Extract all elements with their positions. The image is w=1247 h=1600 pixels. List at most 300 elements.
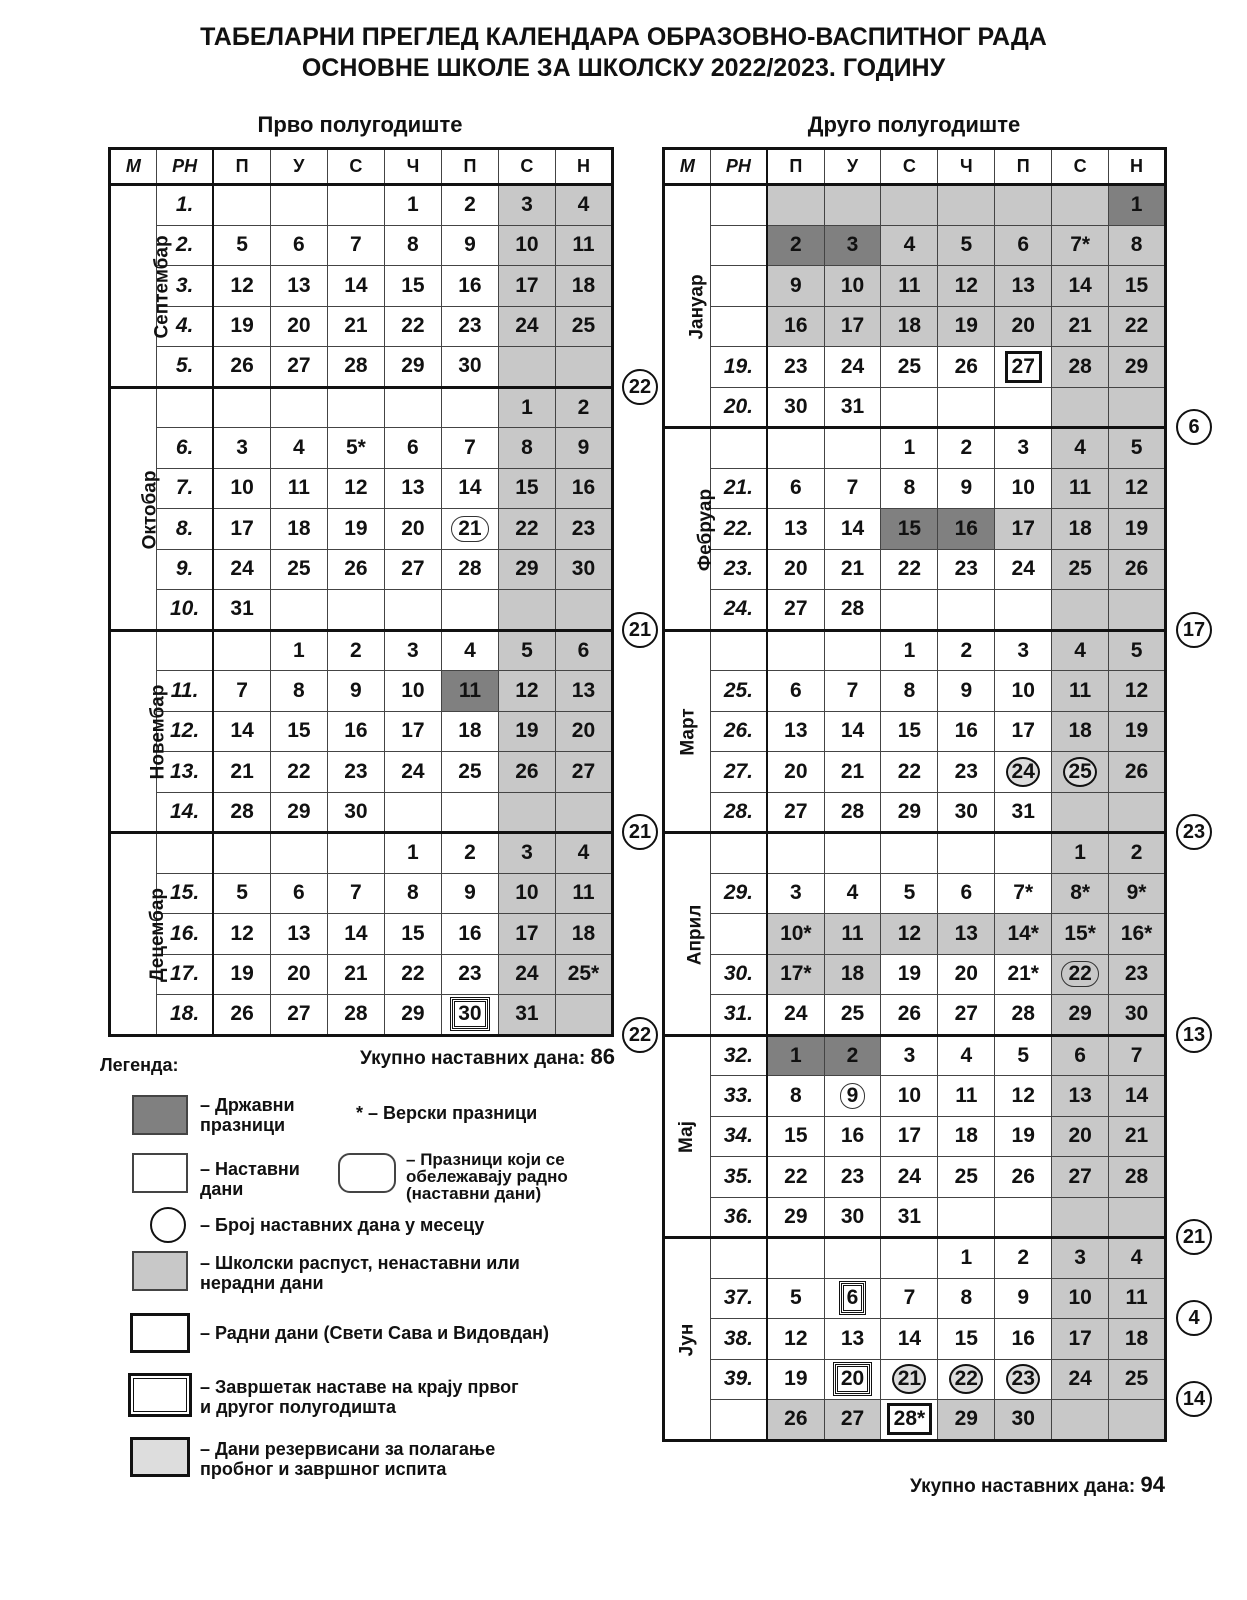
- day-cell: 20: [824, 1359, 881, 1400]
- day-cell: [441, 792, 498, 833]
- day-cell: 19: [767, 1359, 824, 1400]
- legend-state-holidays: – Државни празници: [200, 1095, 295, 1135]
- week-row: [664, 833, 1166, 874]
- week-number: 17.: [156, 954, 213, 995]
- week-row: [110, 914, 613, 955]
- day-cell: [1052, 1400, 1109, 1441]
- week-row: [664, 1359, 1166, 1400]
- day-cell: 10: [824, 266, 881, 307]
- day-cell: 24: [498, 306, 555, 347]
- day-cell: 12: [213, 266, 270, 307]
- day-cell: [938, 833, 995, 874]
- day-cell: 7: [824, 671, 881, 712]
- day-cell: 8: [384, 873, 441, 914]
- day-cell: [767, 630, 824, 671]
- day-cell: 19: [1109, 509, 1166, 550]
- week-number: [710, 833, 767, 874]
- week-row: [664, 1319, 1166, 1360]
- month-count-circle: 6: [1176, 409, 1212, 445]
- day-cell: [498, 792, 555, 833]
- month-count-circle: 13: [1176, 1017, 1212, 1053]
- day-cell: 6: [767, 468, 824, 509]
- day-cell: 24: [995, 549, 1052, 590]
- day-cell: 7: [824, 468, 881, 509]
- day-cell: 6: [938, 873, 995, 914]
- day-cell: 23: [938, 549, 995, 590]
- day-cell: 3: [881, 1035, 938, 1076]
- day-cell: 14: [327, 914, 384, 955]
- day-cell: 28: [213, 792, 270, 833]
- col-header: Ч: [938, 149, 995, 185]
- col-header: П: [213, 149, 270, 185]
- week-number: [710, 225, 767, 266]
- day-cell: 13: [767, 509, 824, 550]
- day-cell: 29: [881, 792, 938, 833]
- week-number: 7.: [156, 468, 213, 509]
- legend-title: Легенда:: [100, 1055, 179, 1075]
- legend-working-days: – Радни дани (Свети Сава и Видовдан): [200, 1323, 549, 1343]
- day-cell: 2: [938, 428, 995, 469]
- month-label: Октобар: [110, 387, 157, 630]
- legend-swatch-end-term: [130, 1375, 190, 1415]
- second-semester-title: Друго полугодиште: [807, 112, 1021, 137]
- col-header: П: [441, 149, 498, 185]
- day-cell: 7: [213, 671, 270, 712]
- day-cell: 8: [938, 1278, 995, 1319]
- day-cell: 22: [767, 1157, 824, 1198]
- week-row: [110, 752, 613, 793]
- week-row: [664, 630, 1166, 671]
- legend-swatch-exam: [130, 1437, 190, 1477]
- day-cell: 26: [995, 1157, 1052, 1198]
- day-cell: 24: [995, 752, 1052, 793]
- day-cell: [441, 590, 498, 631]
- day-cell: 27: [824, 1400, 881, 1441]
- day-cell: 5: [498, 630, 555, 671]
- day-cell: 4: [441, 630, 498, 671]
- second-semester-total: Укупно наставних дана: 94: [910, 1472, 1165, 1497]
- legend-teaching-days: – Наставни дани: [200, 1159, 300, 1199]
- day-cell: 23: [824, 1157, 881, 1198]
- week-number: 32.: [710, 1035, 767, 1076]
- week-number: [710, 306, 767, 347]
- day-cell: 11: [1052, 468, 1109, 509]
- week-row: [664, 1197, 1166, 1238]
- day-cell: 30: [938, 792, 995, 833]
- day-cell: 8: [881, 468, 938, 509]
- day-cell: 28*: [881, 1400, 938, 1441]
- day-cell: 10: [498, 873, 555, 914]
- day-cell: 23: [441, 306, 498, 347]
- day-cell: 1: [498, 387, 555, 428]
- day-cell: [498, 590, 555, 631]
- day-cell: 12: [995, 1076, 1052, 1117]
- day-cell: 9: [555, 428, 612, 469]
- month-count-circle: 21: [622, 814, 658, 850]
- week-number: 15.: [156, 873, 213, 914]
- day-cell: 13: [384, 468, 441, 509]
- day-cell: 3: [213, 428, 270, 469]
- day-cell: 10: [384, 671, 441, 712]
- day-cell: [767, 185, 824, 226]
- day-cell: 8: [1109, 225, 1166, 266]
- day-cell: 1: [270, 630, 327, 671]
- day-cell: [995, 1197, 1052, 1238]
- day-cell: 15: [384, 266, 441, 307]
- day-cell: 17: [498, 914, 555, 955]
- week-number: [156, 387, 213, 428]
- day-cell: [270, 590, 327, 631]
- day-cell: [995, 590, 1052, 631]
- day-cell: 18: [881, 306, 938, 347]
- first-semester-total: Укупно наставних дана: 86: [360, 1044, 615, 1069]
- day-cell: [270, 185, 327, 226]
- week-row: [664, 1157, 1166, 1198]
- day-cell: 30: [767, 387, 824, 428]
- day-cell: 5: [767, 1278, 824, 1319]
- week-row: [664, 1076, 1166, 1117]
- day-cell: 14*: [995, 914, 1052, 955]
- day-cell: 27: [995, 347, 1052, 388]
- week-number: 1.: [156, 185, 213, 226]
- week-number: 22.: [710, 509, 767, 550]
- day-cell: 25: [938, 1157, 995, 1198]
- day-cell: 30: [1109, 995, 1166, 1036]
- day-cell: [327, 185, 384, 226]
- day-cell: [1109, 792, 1166, 833]
- day-cell: 19: [327, 509, 384, 550]
- week-row: [110, 387, 613, 428]
- day-cell: 13: [270, 266, 327, 307]
- day-cell: 28: [327, 347, 384, 388]
- day-cell: 28: [327, 995, 384, 1036]
- day-cell: 3: [995, 428, 1052, 469]
- week-number: 18.: [156, 995, 213, 1036]
- day-cell: 22: [1052, 954, 1109, 995]
- week-number: 9.: [156, 549, 213, 590]
- month-label: Новембар: [110, 630, 157, 833]
- col-header: Н: [1109, 149, 1166, 185]
- day-cell: 26: [1109, 752, 1166, 793]
- week-row: [110, 995, 613, 1036]
- day-cell: 8: [384, 225, 441, 266]
- week-row: [664, 1035, 1166, 1076]
- day-cell: 5: [1109, 428, 1166, 469]
- week-row: [664, 1116, 1166, 1157]
- day-cell: 28: [824, 792, 881, 833]
- day-cell: 9: [938, 671, 995, 712]
- day-cell: [767, 428, 824, 469]
- day-cell: 23: [327, 752, 384, 793]
- first-semester-title: Прво полугодиште: [257, 112, 463, 137]
- day-cell: [995, 833, 1052, 874]
- day-cell: 2: [441, 833, 498, 874]
- week-number: 13.: [156, 752, 213, 793]
- day-cell: 28: [441, 549, 498, 590]
- day-cell: 25*: [555, 954, 612, 995]
- day-cell: 1: [881, 428, 938, 469]
- day-cell: [327, 590, 384, 631]
- day-cell: 12: [498, 671, 555, 712]
- day-cell: 3: [498, 185, 555, 226]
- day-cell: 25: [1109, 1359, 1166, 1400]
- day-cell: 16: [767, 306, 824, 347]
- week-number: [710, 630, 767, 671]
- day-cell: 5: [213, 873, 270, 914]
- col-header: РН: [156, 149, 213, 185]
- day-cell: 9: [441, 873, 498, 914]
- day-cell: 13: [270, 914, 327, 955]
- day-cell: 13: [995, 266, 1052, 307]
- legend-marked-holidays: – Празници који се обележавају радно (наставни дани): [406, 1150, 568, 1203]
- day-cell: 30: [441, 995, 498, 1036]
- week-number: 30.: [710, 954, 767, 995]
- week-number: 20.: [710, 387, 767, 428]
- week-number: [710, 428, 767, 469]
- day-cell: [938, 590, 995, 631]
- day-cell: [881, 590, 938, 631]
- day-cell: 25: [270, 549, 327, 590]
- day-cell: 5: [881, 873, 938, 914]
- week-row: [664, 954, 1166, 995]
- day-cell: 24: [881, 1157, 938, 1198]
- legend-end-term: – Завршетак наставе на крају првог и другог полугодишта: [200, 1377, 519, 1417]
- day-cell: 29: [938, 1400, 995, 1441]
- day-cell: 13: [555, 671, 612, 712]
- day-cell: 12: [767, 1319, 824, 1360]
- week-row: [110, 792, 613, 833]
- week-row: [664, 306, 1166, 347]
- day-cell: [824, 1238, 881, 1279]
- week-number: 29.: [710, 873, 767, 914]
- day-cell: 7: [441, 428, 498, 469]
- col-header: С: [1052, 149, 1109, 185]
- day-cell: 10: [213, 468, 270, 509]
- week-row: [110, 428, 613, 469]
- day-cell: 14: [1109, 1076, 1166, 1117]
- week-row: [110, 590, 613, 631]
- week-row: [664, 387, 1166, 428]
- day-cell: 23: [767, 347, 824, 388]
- legend-exam-days: – Дани резервисани за полагање пробног и завршног испита: [200, 1439, 496, 1479]
- day-cell: [213, 387, 270, 428]
- day-cell: 17: [824, 306, 881, 347]
- day-cell: 19: [995, 1116, 1052, 1157]
- day-cell: [441, 387, 498, 428]
- week-number: 11.: [156, 671, 213, 712]
- week-number: 10.: [156, 590, 213, 631]
- day-cell: 6: [384, 428, 441, 469]
- day-cell: 20: [995, 306, 1052, 347]
- day-cell: 19: [498, 711, 555, 752]
- col-header: С: [498, 149, 555, 185]
- second-semester-table: [662, 147, 1167, 1442]
- col-header: Н: [555, 149, 612, 185]
- day-cell: 30: [327, 792, 384, 833]
- day-cell: 30: [995, 1400, 1052, 1441]
- day-cell: 17: [498, 266, 555, 307]
- day-cell: 15: [767, 1116, 824, 1157]
- day-cell: 18: [441, 711, 498, 752]
- day-cell: 17*: [767, 954, 824, 995]
- week-number: 39.: [710, 1359, 767, 1400]
- legend: [100, 1055, 660, 1495]
- day-cell: 22: [881, 549, 938, 590]
- day-cell: 3: [1052, 1238, 1109, 1279]
- day-cell: 3: [498, 833, 555, 874]
- day-cell: 9: [767, 266, 824, 307]
- day-cell: [938, 387, 995, 428]
- day-cell: 16: [938, 509, 995, 550]
- day-cell: 21: [1109, 1116, 1166, 1157]
- day-cell: 14: [213, 711, 270, 752]
- day-cell: [938, 185, 995, 226]
- col-header: У: [824, 149, 881, 185]
- week-row: [110, 509, 613, 550]
- week-row: [110, 468, 613, 509]
- week-number: 34.: [710, 1116, 767, 1157]
- day-cell: 21: [881, 1359, 938, 1400]
- day-cell: 29: [1052, 995, 1109, 1036]
- day-cell: 11: [555, 873, 612, 914]
- day-cell: 9*: [1109, 873, 1166, 914]
- day-cell: [938, 1197, 995, 1238]
- day-cell: 29: [270, 792, 327, 833]
- month-label: Април: [664, 833, 711, 1036]
- day-cell: 29: [384, 995, 441, 1036]
- day-cell: 5: [938, 225, 995, 266]
- day-cell: 27: [938, 995, 995, 1036]
- month-label: Фебруар: [664, 428, 711, 631]
- day-cell: 27: [270, 995, 327, 1036]
- week-row: [110, 671, 613, 712]
- day-cell: 4: [824, 873, 881, 914]
- week-row: [110, 549, 613, 590]
- day-cell: 24: [824, 347, 881, 388]
- day-cell: 24: [213, 549, 270, 590]
- day-cell: 2: [327, 630, 384, 671]
- day-cell: [384, 792, 441, 833]
- week-row: [110, 873, 613, 914]
- day-cell: 31: [995, 792, 1052, 833]
- day-cell: 14: [327, 266, 384, 307]
- day-cell: 4: [881, 225, 938, 266]
- day-cell: 15: [938, 1319, 995, 1360]
- col-header: П: [767, 149, 824, 185]
- day-cell: 11: [555, 225, 612, 266]
- day-cell: [767, 1238, 824, 1279]
- day-cell: 19: [213, 954, 270, 995]
- day-cell: 19: [1109, 711, 1166, 752]
- week-number: 16.: [156, 914, 213, 955]
- week-number: 19.: [710, 347, 767, 388]
- day-cell: 18: [555, 266, 612, 307]
- day-cell: 4: [1052, 428, 1109, 469]
- legend-swatch-teaching: [132, 1153, 188, 1193]
- day-cell: 11: [1052, 671, 1109, 712]
- day-cell: 5: [213, 225, 270, 266]
- day-cell: 22: [1109, 306, 1166, 347]
- week-row: [664, 225, 1166, 266]
- day-cell: 15: [270, 711, 327, 752]
- day-cell: 26: [767, 1400, 824, 1441]
- day-cell: 17: [213, 509, 270, 550]
- day-cell: 6: [995, 225, 1052, 266]
- week-row: [664, 1238, 1166, 1279]
- week-row: [110, 954, 613, 995]
- day-cell: 27: [555, 752, 612, 793]
- day-cell: [555, 347, 612, 388]
- day-cell: 21: [213, 752, 270, 793]
- week-number: 36.: [710, 1197, 767, 1238]
- day-cell: 7: [881, 1278, 938, 1319]
- day-cell: 21: [441, 509, 498, 550]
- week-number: [710, 266, 767, 307]
- month-label: Јануар: [664, 185, 711, 428]
- day-cell: 11: [938, 1076, 995, 1117]
- day-cell: 14: [824, 509, 881, 550]
- day-cell: [213, 185, 270, 226]
- day-cell: 4: [555, 833, 612, 874]
- day-cell: 3: [767, 873, 824, 914]
- day-cell: 20: [270, 306, 327, 347]
- day-cell: 9: [938, 468, 995, 509]
- day-cell: 16: [824, 1116, 881, 1157]
- day-cell: 23: [938, 752, 995, 793]
- day-cell: 15: [1109, 266, 1166, 307]
- day-cell: 17: [881, 1116, 938, 1157]
- day-cell: 28: [824, 590, 881, 631]
- day-cell: 3: [995, 630, 1052, 671]
- week-row: [664, 266, 1166, 307]
- day-cell: 27: [767, 792, 824, 833]
- day-cell: 25: [1052, 549, 1109, 590]
- day-cell: 26: [213, 995, 270, 1036]
- day-cell: 11: [824, 914, 881, 955]
- day-cell: 29: [1109, 347, 1166, 388]
- day-cell: 16*: [1109, 914, 1166, 955]
- day-cell: 29: [498, 549, 555, 590]
- legend-count: – Број наставних дана у месецу: [200, 1215, 485, 1235]
- week-row: [110, 306, 613, 347]
- month-count-circle: 22: [622, 1017, 658, 1053]
- day-cell: 20: [938, 954, 995, 995]
- col-header: М: [664, 149, 711, 185]
- day-cell: 21*: [995, 954, 1052, 995]
- day-cell: 6: [270, 225, 327, 266]
- day-cell: 7: [1109, 1035, 1166, 1076]
- day-cell: 10: [498, 225, 555, 266]
- day-cell: [881, 833, 938, 874]
- day-cell: 1: [767, 1035, 824, 1076]
- week-number: 4.: [156, 306, 213, 347]
- day-cell: [1109, 590, 1166, 631]
- day-cell: 24: [384, 752, 441, 793]
- week-number: 6.: [156, 428, 213, 469]
- day-cell: 4: [1052, 630, 1109, 671]
- week-row: [110, 711, 613, 752]
- day-cell: 2: [995, 1238, 1052, 1279]
- week-number: 35.: [710, 1157, 767, 1198]
- legend-swatch-state: [132, 1095, 188, 1135]
- day-cell: [270, 833, 327, 874]
- day-cell: 27: [1052, 1157, 1109, 1198]
- day-cell: 6: [1052, 1035, 1109, 1076]
- day-cell: 18: [1109, 1319, 1166, 1360]
- day-cell: [995, 387, 1052, 428]
- day-cell: 19: [213, 306, 270, 347]
- week-row: [664, 428, 1166, 469]
